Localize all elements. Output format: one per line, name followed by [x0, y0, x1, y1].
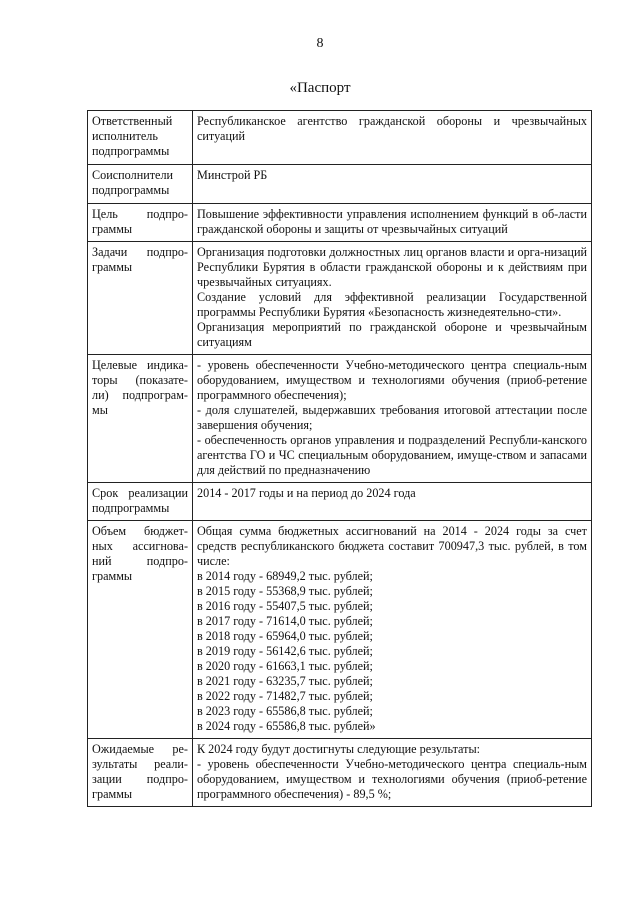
row-label: Целевые индика-торы (показате-ли) подпрограм-мы: [88, 355, 193, 483]
document-title: «Паспорт: [289, 80, 351, 96]
value-line: в 2018 году - 65964,0 тыс. рублей;: [197, 629, 373, 643]
value-line: - уровень обеспеченности Учебно-методического центра специаль-ным оборудованием, имуществом и технологиями обучения (приоб-ретение программного обеспечения) - 89,5 %;: [197, 757, 587, 801]
table-row: [88, 204, 592, 242]
value-line: Общая сумма бюджетных ассигнований на 2014 - 2024 годы за счет средств республиканского бюджета составит 700947,3 тыс. рублей, в том числе:: [197, 524, 587, 568]
row-label: Объем бюджет-ных ассигнова-ний подпро-граммы: [88, 521, 193, 739]
row-label: Цель подпро-граммы: [88, 204, 193, 242]
row-value: [193, 242, 592, 355]
value-line: в 2015 году - 55368,9 тыс. рублей;: [197, 584, 373, 598]
row-value: [193, 204, 592, 242]
table-row: [88, 355, 592, 483]
value-line: в 2014 году - 68949,2 тыс. рублей;: [197, 569, 373, 583]
value-line: в 2023 году - 65586,8 тыс. рублей;: [197, 704, 373, 718]
value-line: Организация подготовки должностных лиц органов власти и орга-низаций Республики Бурятия в области гражданской обороны и к действиям при чрезвычайных ситуациях.: [197, 245, 587, 289]
value-line: в 2020 году - 61663,1 тыс. рублей;: [197, 659, 373, 673]
table-row: [88, 739, 592, 807]
value-line: - обеспеченность органов управления и подразделений Республи-канского агентства ГО и ЧС специальным оборудованием, имуще-ством и запасами для действий по предназначению: [197, 433, 587, 477]
table-row: [88, 521, 592, 739]
value-line: в 2022 году - 71482,7 тыс. рублей;: [197, 689, 373, 703]
passport-table: [87, 110, 592, 807]
row-value: [193, 739, 592, 807]
table-row: [88, 165, 592, 204]
value-line: в 2021 году - 63235,7 тыс. рублей;: [197, 674, 373, 688]
value-line: Повышение эффективности управления исполнением функций в об-ласти гражданской обороны и защиты от чрезвычайных ситуаций: [197, 207, 587, 236]
row-value: [193, 355, 592, 483]
value-line: в 2024 году - 65586,8 тыс. рублей»: [197, 719, 376, 733]
page-number: 8: [316, 36, 324, 51]
value-line: - уровень обеспеченности Учебно-методического центра специаль-ным оборудованием, имуществом и технологиями обучения (приоб-ретение программного обеспечения);: [197, 358, 587, 402]
row-label: Срок реализации подпрограммы: [88, 483, 193, 521]
value-line: Организация мероприятий по гражданской обороне и чрезвычайным ситуациям: [197, 320, 587, 349]
table-row: [88, 242, 592, 355]
value-line: в 2017 году - 71614,0 тыс. рублей;: [197, 614, 373, 628]
value-line: 2014 - 2017 годы и на период до 2024 года: [197, 486, 416, 500]
row-value: [193, 483, 592, 521]
value-line: Республиканское агентство гражданской обороны и чрезвычайных ситуаций: [197, 114, 587, 143]
value-line: в 2016 году - 55407,5 тыс. рублей;: [197, 599, 373, 613]
row-value: [193, 165, 592, 204]
table-row: [88, 111, 592, 165]
table-row: [88, 483, 592, 521]
value-line: Минстрой РБ: [197, 168, 268, 182]
value-line: К 2024 году будут достигнуты следующие результаты:: [197, 742, 481, 756]
row-value: [193, 111, 592, 165]
value-line: Создание условий для эффективной реализации Государственной программы Республики Бурятия «Безопасность жизнедеятельно-сти».: [197, 290, 587, 319]
row-label: Ответственный исполнитель подпрограммы: [88, 111, 193, 165]
row-label: Задачи подпро-граммы: [88, 242, 193, 355]
row-value: [193, 521, 592, 739]
value-line: в 2019 году - 56142,6 тыс. рублей;: [197, 644, 373, 658]
value-line: - доля слушателей, выдержавших требования итоговой аттестации после завершения обучения;: [197, 403, 587, 432]
row-label: Ожидаемые ре-зультаты реали-зации подпро-граммы: [88, 739, 193, 807]
row-label: Соисполнители подпрограммы: [88, 165, 193, 204]
